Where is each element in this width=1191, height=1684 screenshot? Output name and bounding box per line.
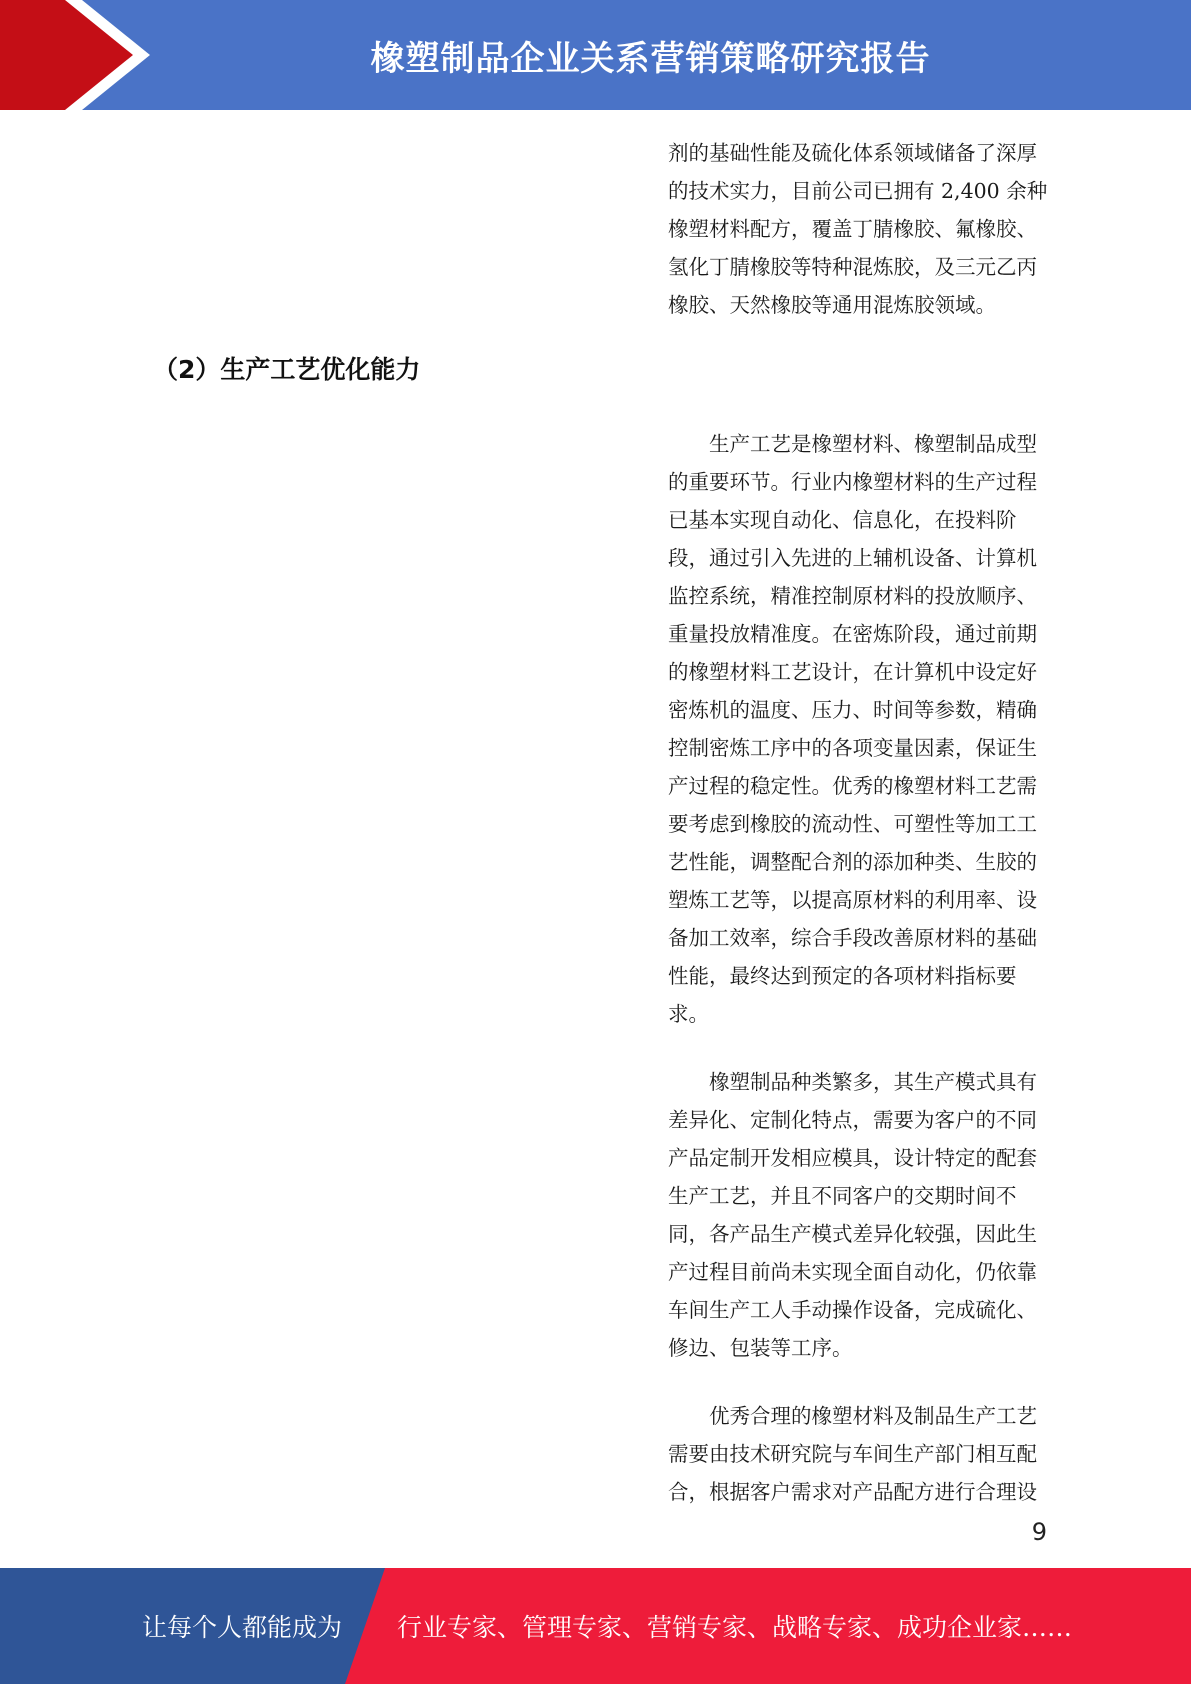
page-footer bbox=[0, 1568, 1191, 1684]
paragraph-products: 橡塑制品种类繁多，其生产模式具有差异化、定制化特点，需要为客户的不同产品定制开发相应模具，设计特定的配套生产工艺，并且不同客户的交期时间不同，各产品生产模式差异化较强，因此生产过程目前尚未实现全面自动化，仍依靠车间生产工人手动操作设备，完成硫化、修边、包装等工序。 bbox=[668, 1070, 1037, 1360]
page-number: 9 bbox=[1031, 1518, 1047, 1546]
text-column-top bbox=[668, 134, 1048, 324]
report-title: 橡塑制品企业关系营销策略研究报告 bbox=[370, 38, 931, 79]
paragraph-process: 生产工艺是橡塑材料、橡塑制品成型的重要环节。行业内橡塑材料的生产过程已基本实现自动化、信息化，在投料阶段，通过引入先进的上辅机设备、计算机监控系统，精准控制原材料的投放顺序、重量投放精准度。在密炼阶段，通过前期的橡塑材料工艺设计，在计算机中设定好密炼机的温度、压力、时间等参数，精确控制密炼工序中的各项变量因素，保证生产过程的稳定性。优秀的橡塑材料工艺需要考虑到橡胶的流动性、可塑性等加工工艺性能，调整配合剂的添加种类、生胶的塑炼工艺等，以提高原材料的利用率、设备加工效率，综合手段改善原材料的基础性能，最终达到预定的各项材料指标要求。 bbox=[668, 432, 1037, 1026]
section-heading: （2）生产工艺优化能力 bbox=[153, 355, 421, 384]
text-column-main bbox=[668, 425, 1048, 1511]
red-arrow-icon bbox=[0, 0, 160, 110]
footer-slogan-left: 让每个人都能成为 bbox=[142, 1613, 343, 1642]
paragraph-cooperation: 优秀合理的橡塑材料及制品生产工艺需要由技术研究院与车间生产部门相互配合，根据客户需求对产品配方进行合理设 bbox=[668, 1404, 1037, 1504]
footer-slogan-right: 行业专家、管理专家、营销专家、战略专家、成功企业家…… bbox=[397, 1613, 1073, 1642]
paragraph-continued: 剂的基础性能及硫化体系领域储备了深厚的技术实力，目前公司已拥有 2,400 余种橡塑材料配方，覆盖丁腈橡胶、氟橡胶、氢化丁腈橡胶等特种混炼胶，及三元乙丙橡胶、天然橡胶等通用混炼胶领域。 bbox=[668, 141, 1048, 317]
page-header bbox=[0, 0, 1191, 110]
